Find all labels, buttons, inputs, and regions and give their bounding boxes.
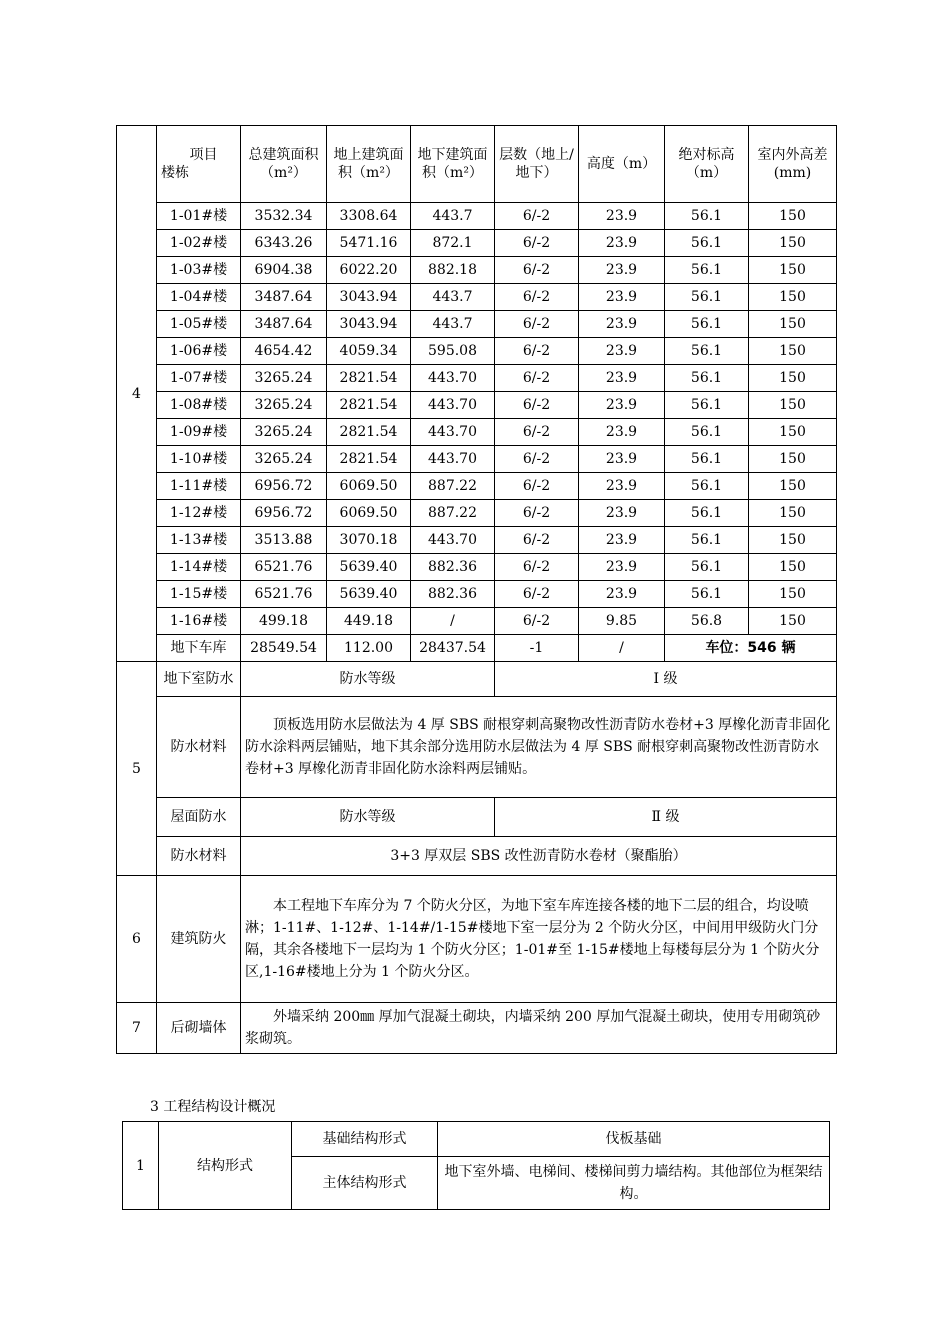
cell-below: 443.70 <box>411 446 495 473</box>
garage-below: 28437.54 <box>411 635 495 662</box>
infill-wall-text: 外墙采纳 200㎜ 厚加气混凝土砌块，内墙采纳 200 厚加气混凝土砌块，使用专用砌筑砂浆砌筑。 <box>241 1003 837 1054</box>
roof-grade-value: Ⅱ 级 <box>495 798 837 837</box>
cell-indoor-diff: 150 <box>749 257 837 284</box>
structure-table <box>122 1121 830 1210</box>
cell-indoor-diff: 150 <box>749 527 837 554</box>
cell-below: 887.22 <box>411 500 495 527</box>
waterproof-material-label: 防水材料 <box>157 697 241 798</box>
building-overview-table <box>116 125 837 1054</box>
cell-below: 882.36 <box>411 581 495 608</box>
cell-elevation: 56.1 <box>665 365 749 392</box>
cell-height: 23.9 <box>579 554 665 581</box>
cell-building: 1-09#楼 <box>157 419 241 446</box>
garage-row <box>117 635 837 662</box>
cell-total: 6521.76 <box>241 581 327 608</box>
cell-building: 1-14#楼 <box>157 554 241 581</box>
cell-floors: 6/-2 <box>495 230 579 257</box>
table-row <box>117 284 837 311</box>
cell-indoor-diff: 150 <box>749 203 837 230</box>
cell-floors: 6/-2 <box>495 392 579 419</box>
header-height: 高度（m） <box>579 126 665 203</box>
cell-building: 1-07#楼 <box>157 365 241 392</box>
cell-above: 6069.50 <box>327 500 411 527</box>
cell-elevation: 56.8 <box>665 608 749 635</box>
garage-total: 28549.54 <box>241 635 327 662</box>
cell-total: 3487.64 <box>241 284 327 311</box>
header-abs-elevation: 绝对标高（m） <box>665 126 749 203</box>
main-structure-label: 主体结构形式 <box>292 1157 438 1210</box>
table-row <box>117 419 837 446</box>
header-below-area: 地下建筑面积（m²） <box>411 126 495 203</box>
fire-protection-row <box>117 876 837 1003</box>
cell-elevation: 56.1 <box>665 257 749 284</box>
section-number: 5 <box>117 662 157 876</box>
cell-building: 1-06#楼 <box>157 338 241 365</box>
cell-building: 1-12#楼 <box>157 500 241 527</box>
cell-below: 443.7 <box>411 203 495 230</box>
garage-floors: -1 <box>495 635 579 662</box>
waterproof-grade-value: Ⅰ 级 <box>495 662 837 697</box>
fire-protection-text: 本工程地下车库分为 7 个防火分区，为地下室车库连接各楼的地下二层的组合，均设喷淋；1-11#、1-12#、1-14#/1-15#楼地下室一层分为 2 个防火分区，中间用甲级防火门分隔，其余各楼地下一层均为 1 个防火分区；1-01#至 1-15#楼地上每楼每层分为 1 个防火分区,1-16#楼地上分为 1 个防火分区。 <box>241 876 837 1003</box>
cell-floors: 6/-2 <box>495 311 579 338</box>
cell-below: 443.7 <box>411 284 495 311</box>
table-row <box>117 365 837 392</box>
cell-above: 449.18 <box>327 608 411 635</box>
table-row <box>117 446 837 473</box>
cell-elevation: 56.1 <box>665 473 749 500</box>
cell-height: 23.9 <box>579 311 665 338</box>
foundation-label: 基础结构形式 <box>292 1122 438 1157</box>
cell-building: 1-03#楼 <box>157 257 241 284</box>
cell-floors: 6/-2 <box>495 581 579 608</box>
cell-indoor-diff: 150 <box>749 230 837 257</box>
cell-floors: 6/-2 <box>495 554 579 581</box>
cell-below: 887.22 <box>411 473 495 500</box>
structure-label: 结构形式 <box>159 1122 292 1210</box>
infill-wall-label: 后砌墙体 <box>157 1003 241 1054</box>
cell-total: 6904.38 <box>241 257 327 284</box>
table-row <box>117 392 837 419</box>
cell-total: 3513.88 <box>241 527 327 554</box>
cell-indoor-diff: 150 <box>749 419 837 446</box>
cell-building: 1-04#楼 <box>157 284 241 311</box>
cell-elevation: 56.1 <box>665 419 749 446</box>
cell-above: 3043.94 <box>327 284 411 311</box>
cell-above: 2821.54 <box>327 419 411 446</box>
cell-building: 1-13#楼 <box>157 527 241 554</box>
header-project: 项目 <box>189 147 218 163</box>
section-title: 3 工程结构设计概况 <box>150 1099 276 1115</box>
table-row <box>117 311 837 338</box>
waterproof-grade-label: 防水等级 <box>241 662 495 697</box>
cell-below: 872.1 <box>411 230 495 257</box>
cell-above: 4059.34 <box>327 338 411 365</box>
roof-material-text: 3+3 厚双层 SBS 改性沥青防水卷材（聚酯胎） <box>241 837 837 876</box>
cell-building: 1-05#楼 <box>157 311 241 338</box>
foundation-value: 伐板基础 <box>438 1122 830 1157</box>
cell-above: 6022.20 <box>327 257 411 284</box>
cell-building: 1-15#楼 <box>157 581 241 608</box>
cell-total: 6956.72 <box>241 473 327 500</box>
cell-total: 3265.24 <box>241 446 327 473</box>
table-row <box>117 257 837 284</box>
cell-above: 3308.64 <box>327 203 411 230</box>
cell-height: 23.9 <box>579 473 665 500</box>
cell-floors: 6/-2 <box>495 608 579 635</box>
infill-wall-row <box>117 1003 837 1054</box>
cell-indoor-diff: 150 <box>749 338 837 365</box>
cell-height: 23.9 <box>579 446 665 473</box>
cell-total: 4654.42 <box>241 338 327 365</box>
table-header-row <box>117 126 837 203</box>
cell-elevation: 56.1 <box>665 284 749 311</box>
cell-floors: 6/-2 <box>495 257 579 284</box>
cell-indoor-diff: 150 <box>749 473 837 500</box>
section-number: 4 <box>117 126 157 662</box>
table-row <box>117 203 837 230</box>
cell-height: 23.9 <box>579 230 665 257</box>
cell-building: 1-10#楼 <box>157 446 241 473</box>
waterproof-material-text: 顶板选用防水层做法为 4 厚 SBS 耐根穿刺高聚物改性沥青防水卷材+3 厚橡化沥青非固化防水涂料两层铺贴，地下其余部分选用防水层做法为 4 厚 SBS 耐根穿刺高聚物改性沥青防水卷材+3 厚橡化沥青非固化防水涂料两层铺贴。 <box>241 697 837 798</box>
roof-grade-label: 防水等级 <box>241 798 495 837</box>
waterproof-material-row <box>117 697 837 798</box>
cell-above: 2821.54 <box>327 365 411 392</box>
cell-floors: 6/-2 <box>495 419 579 446</box>
cell-indoor-diff: 150 <box>749 581 837 608</box>
roof-waterproof-row <box>117 798 837 837</box>
cell-below: / <box>411 608 495 635</box>
cell-floors: 6/-2 <box>495 365 579 392</box>
cell-elevation: 56.1 <box>665 392 749 419</box>
cell-above: 2821.54 <box>327 392 411 419</box>
cell-height: 23.9 <box>579 392 665 419</box>
basement-waterproof-row <box>117 662 837 697</box>
cell-below: 882.18 <box>411 257 495 284</box>
cell-floors: 6/-2 <box>495 284 579 311</box>
cell-building: 1-02#楼 <box>157 230 241 257</box>
cell-indoor-diff: 150 <box>749 554 837 581</box>
cell-indoor-diff: 150 <box>749 500 837 527</box>
cell-elevation: 56.1 <box>665 311 749 338</box>
cell-building: 1-16#楼 <box>157 608 241 635</box>
cell-above: 6069.50 <box>327 473 411 500</box>
cell-floors: 6/-2 <box>495 446 579 473</box>
cell-building: 1-11#楼 <box>157 473 241 500</box>
roof-waterproof-label: 屋面防水 <box>157 798 241 837</box>
roof-material-row <box>117 837 837 876</box>
roof-material-label: 防水材料 <box>157 837 241 876</box>
cell-floors: 6/-2 <box>495 203 579 230</box>
cell-elevation: 56.1 <box>665 230 749 257</box>
cell-elevation: 56.1 <box>665 446 749 473</box>
cell-above: 3070.18 <box>327 527 411 554</box>
cell-indoor-diff: 150 <box>749 311 837 338</box>
cell-floors: 6/-2 <box>495 338 579 365</box>
cell-elevation: 56.1 <box>665 581 749 608</box>
cell-below: 595.08 <box>411 338 495 365</box>
table-row <box>117 230 837 257</box>
cell-building: 1-01#楼 <box>157 203 241 230</box>
garage-parking: 车位：546 辆 <box>665 635 837 662</box>
cell-elevation: 56.1 <box>665 203 749 230</box>
cell-height: 9.85 <box>579 608 665 635</box>
cell-indoor-diff: 150 <box>749 284 837 311</box>
cell-height: 23.9 <box>579 527 665 554</box>
cell-above: 3043.94 <box>327 311 411 338</box>
cell-height: 23.9 <box>579 257 665 284</box>
cell-elevation: 56.1 <box>665 527 749 554</box>
garage-height: / <box>579 635 665 662</box>
basement-waterproof-label: 地下室防水 <box>157 662 241 697</box>
cell-floors: 6/-2 <box>495 473 579 500</box>
cell-building: 1-08#楼 <box>157 392 241 419</box>
header-project-building <box>157 126 241 203</box>
cell-total: 3487.64 <box>241 311 327 338</box>
cell-total: 6343.26 <box>241 230 327 257</box>
section-number: 1 <box>123 1122 159 1210</box>
cell-height: 23.9 <box>579 338 665 365</box>
table-row <box>117 581 837 608</box>
cell-height: 23.9 <box>579 500 665 527</box>
foundation-row <box>123 1122 830 1157</box>
cell-indoor-diff: 150 <box>749 392 837 419</box>
main-structure-value: 地下室外墙、电梯间、楼梯间剪力墙结构。其他部位为框架结构。 <box>438 1157 830 1210</box>
cell-above: 5639.40 <box>327 581 411 608</box>
cell-total: 6521.76 <box>241 554 327 581</box>
cell-below: 882.36 <box>411 554 495 581</box>
cell-height: 23.9 <box>579 419 665 446</box>
cell-above: 5639.40 <box>327 554 411 581</box>
cell-height: 23.9 <box>579 365 665 392</box>
header-total-area: 总建筑面积（m²） <box>241 126 327 203</box>
cell-total: 3265.24 <box>241 392 327 419</box>
cell-above: 2821.54 <box>327 446 411 473</box>
garage-above: 112.00 <box>327 635 411 662</box>
header-above-area: 地上建筑面积（m²） <box>327 126 411 203</box>
cell-total: 499.18 <box>241 608 327 635</box>
cell-below: 443.7 <box>411 311 495 338</box>
cell-indoor-diff: 150 <box>749 608 837 635</box>
table-row <box>117 500 837 527</box>
table-row <box>117 338 837 365</box>
cell-below: 443.70 <box>411 365 495 392</box>
table-row <box>117 527 837 554</box>
cell-below: 443.70 <box>411 527 495 554</box>
cell-elevation: 56.1 <box>665 500 749 527</box>
header-floors: 层数（地上/地下） <box>495 126 579 203</box>
table-row <box>117 608 837 635</box>
cell-height: 23.9 <box>579 203 665 230</box>
fire-protection-label: 建筑防火 <box>157 876 241 1003</box>
cell-elevation: 56.1 <box>665 338 749 365</box>
cell-floors: 6/-2 <box>495 527 579 554</box>
cell-total: 3532.34 <box>241 203 327 230</box>
cell-total: 3265.24 <box>241 419 327 446</box>
section-number: 6 <box>117 876 157 1003</box>
cell-total: 3265.24 <box>241 365 327 392</box>
cell-floors: 6/-2 <box>495 500 579 527</box>
garage-name: 地下车库 <box>157 635 241 662</box>
table-row <box>117 554 837 581</box>
cell-elevation: 56.1 <box>665 554 749 581</box>
cell-below: 443.70 <box>411 392 495 419</box>
table-row <box>117 473 837 500</box>
cell-height: 23.9 <box>579 284 665 311</box>
cell-indoor-diff: 150 <box>749 446 837 473</box>
header-indoor-diff: 室内外高差(mm) <box>749 126 837 203</box>
cell-height: 23.9 <box>579 581 665 608</box>
cell-below: 443.70 <box>411 419 495 446</box>
section-number: 7 <box>117 1003 157 1054</box>
cell-total: 6956.72 <box>241 500 327 527</box>
cell-above: 5471.16 <box>327 230 411 257</box>
header-building: 楼栋 <box>161 165 189 181</box>
cell-indoor-diff: 150 <box>749 365 837 392</box>
